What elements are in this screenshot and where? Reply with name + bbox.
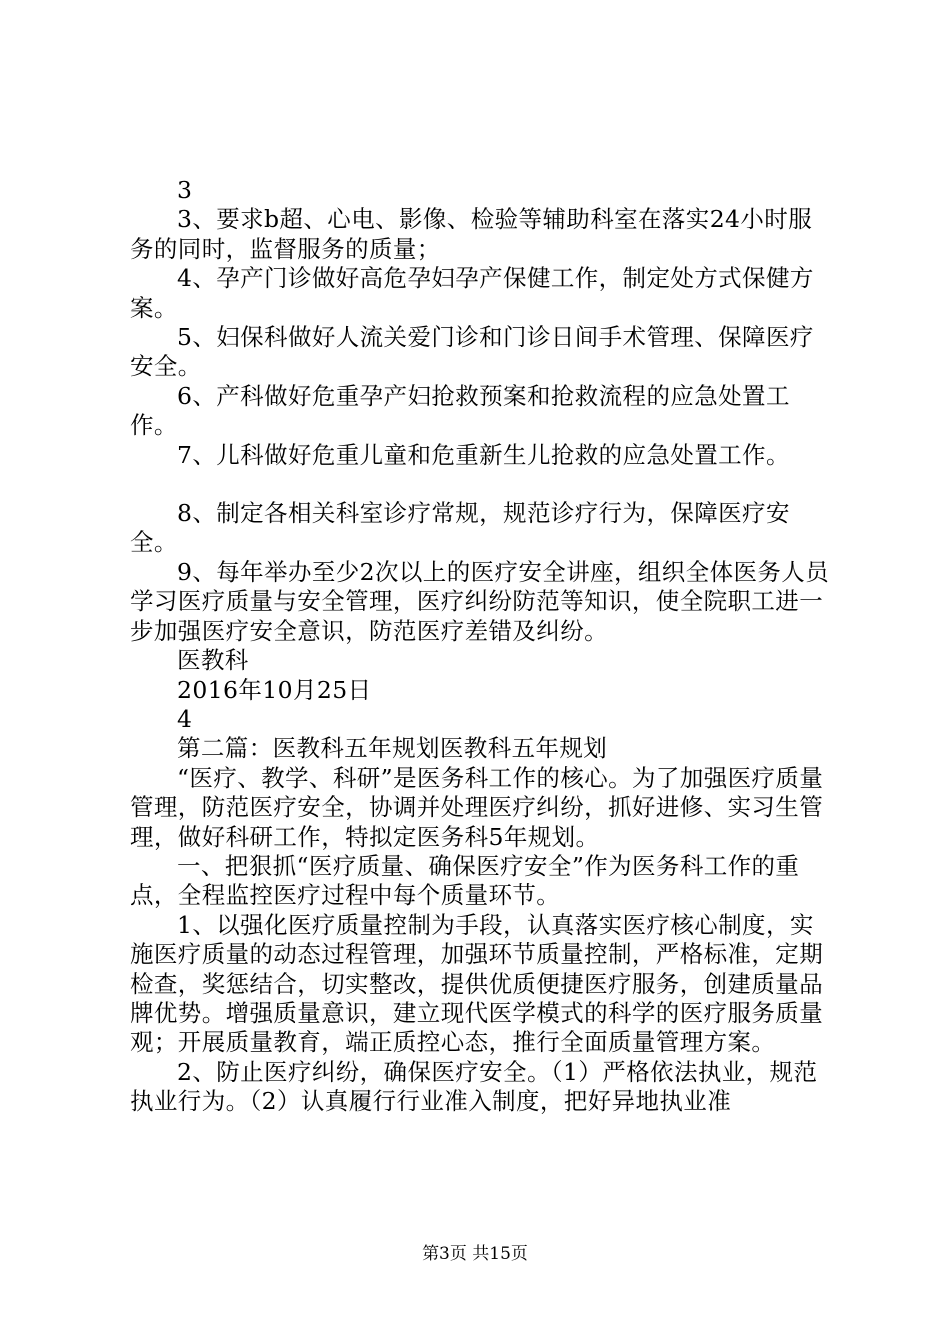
section-heading-1: 一、把狠抓“医疗质量、确保医疗安全”作为医务科工作的重点，全程监控医疗过程中每个质量环节。 xyxy=(130,851,800,910)
plan-item-1: 1、以强化医疗质量控制为手段，认真落实医疗核心制度，实施医疗质量的动态过程管理，加强环节质量控制，严格标准，定期检查，奖惩结合，切实整改，提供优质便捷医疗服务，创建质量品牌优势。增强质量意识，建立现代医学模式的科学的医疗服务质量观；开展质量教育，端正质控心态，推行全面质量管理方案。 xyxy=(130,910,824,1057)
page-number-marker: 4 xyxy=(177,704,193,733)
paragraph-gap xyxy=(130,470,835,499)
intro-paragraph: “医疗、教学、科研”是医务科工作的核心。为了加强医疗质量管理，防范医疗安全，协调并处理医疗纠纷，抓好进修、实习生管理，做好科研工作，特拟定医务科5年规划。 xyxy=(130,763,824,851)
paragraph-item-5: 5、妇保科做好人流关爱门诊和门诊日间手术管理、保障医疗安全。 xyxy=(130,323,814,381)
paragraph-item-6: 6、产科做好危重孕产妇抢救预案和抢救流程的应急处置工作。 xyxy=(130,381,790,440)
paragraph-item-7: 7、儿科做好危重儿童和危重新生儿抢救的应急处置工作。 xyxy=(177,440,790,469)
signature-date: 2016年10月25日 xyxy=(177,675,372,704)
page-number-marker: 3 xyxy=(177,176,193,204)
signature-department: 医教科 xyxy=(177,646,249,675)
body-text xyxy=(130,176,835,1117)
page-footer: 第3页 共15页 xyxy=(422,1244,528,1264)
plan-item-2: 2、防止医疗纠纷，确保医疗安全。（1）严格依法执业，规范执业行为。（2）认真履行行业准入制度，把好异地执业准 xyxy=(130,1057,818,1116)
section-title: 第二篇：医教科五年规划医教科五年规划 xyxy=(177,734,608,763)
paragraph-item-4: 4、孕产门诊做好高危孕妇孕产保健工作，制定处方式保健方案。 xyxy=(130,264,814,322)
paragraph-item-9: 9、每年举办至少2次以上的医疗安全讲座，组织全体医务人员学习医疗质量与安全管理，医疗纠纷防范等知识，使全院职工进一步加强医疗安全意识，防范医疗差错及纠纷。 xyxy=(130,557,830,645)
paragraph-item-3: 3、要求b超、心电、影像、检验等辅助科室在落实24小时服务的同时，监督服务的质量； xyxy=(130,205,813,263)
paragraph-item-8: 8、制定各相关科室诊疗常规，规范诊疗行为，保障医疗安全。 xyxy=(130,499,790,557)
